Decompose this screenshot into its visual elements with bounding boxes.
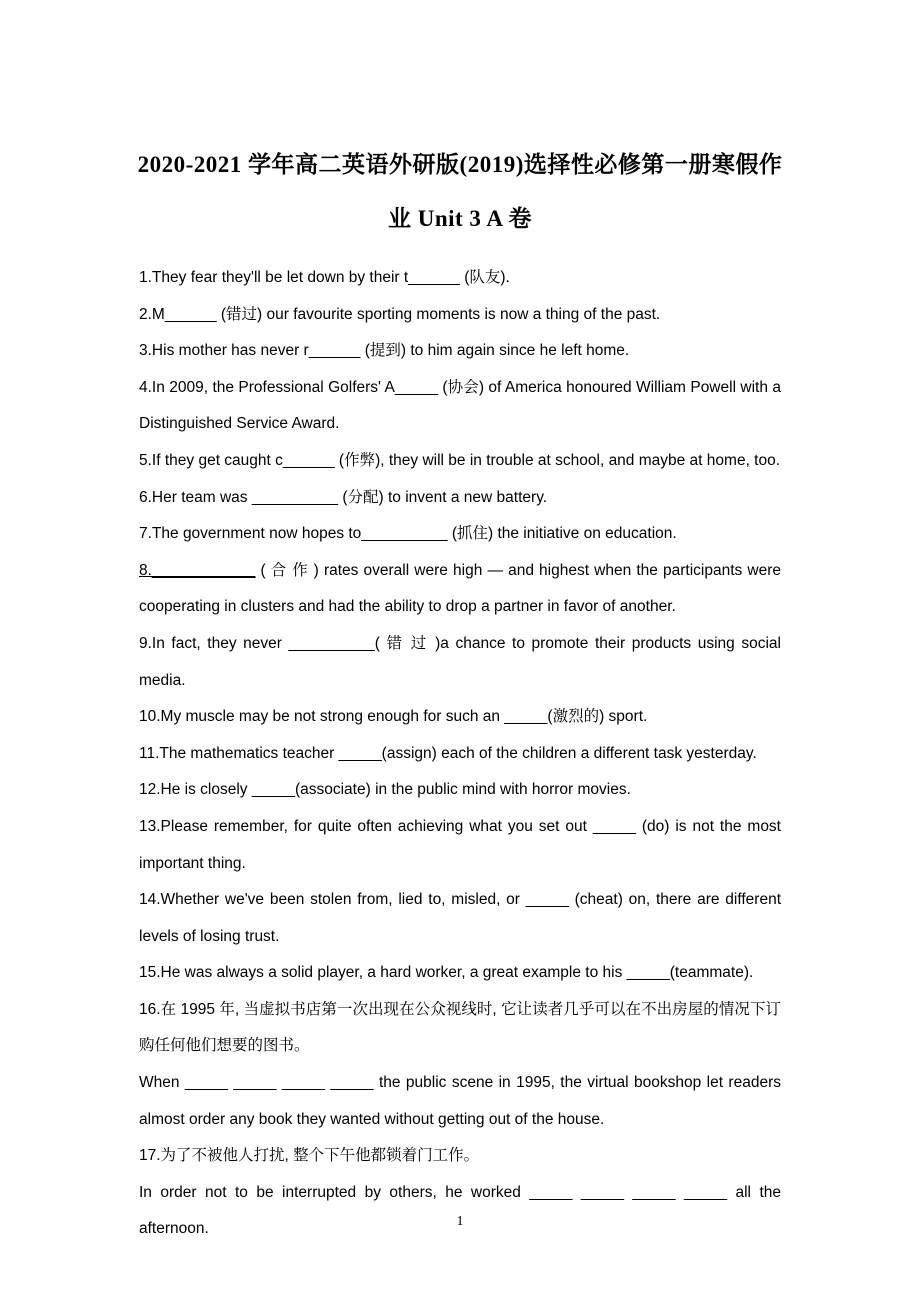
item-8: 8.____________ ( 合 作 ) rates overall were high — and highest when the participants were cooperating in clusters and had the ability to drop a partner in favor of another. xyxy=(139,561,781,616)
page-title-line-1: 2020-2021 学年高二英语外研版(2019)选择性必修第一册寒假作 xyxy=(137,152,783,177)
item-7: 7.The government now hopes to__________ (抓住) the initiative on education. xyxy=(139,525,677,543)
item-6: 6.Her team was __________ (分配) to invent a new battery. xyxy=(139,488,548,506)
item-4: 4.In 2009, the Professional Golfers' A_____ (协会) of America honoured William Powell with a Distinguished Service Award. xyxy=(139,378,781,433)
item-12: 12.He is closely _____(associate) in the public mind with horror movies. xyxy=(139,781,631,799)
item-11: 11.The mathematics teacher _____(assign) each of the children a different task yesterday. xyxy=(139,744,757,762)
item-16-cn: 16.在 1995 年, 当虚拟书店第一次出现在公众视线时, 它让读者几乎可以在不出房屋的情况下订购任何他们想要的图书。 xyxy=(139,1000,781,1055)
item-17-en: In order not to be interrupted by others, he worked _____ _____ _____ _____ all the afternoon. xyxy=(139,1183,781,1238)
item-3: 3.His mother has never r______ (提到) to him again since he left home. xyxy=(139,342,630,360)
exercise-list xyxy=(139,260,781,1248)
page-title xyxy=(100,138,820,246)
item-1: 1.They fear they'll be let down by their t______ (队友). xyxy=(139,269,510,286)
page-title-line-2: 业 Unit 3 A 卷 xyxy=(387,206,533,231)
item-16-en: When _____ _____ _____ _____ the public scene in 1995, the virtual bookshop let readers almost order any book they wanted without getting out of the house. xyxy=(139,1074,781,1128)
underlined-blank: 8.____________ xyxy=(139,561,256,579)
item-9: 9.In fact, they never __________( 错 过 )a chance to promote their products using social media. xyxy=(139,634,781,689)
item-15: 15.He was always a solid player, a hard worker, a great example to his _____(teammate). xyxy=(139,964,754,982)
item-14: 14.Whether we've been stolen from, lied to, misled, or _____ (cheat) on, there are different levels of losing trust. xyxy=(139,891,781,945)
item-2: 2.M______ (错过) our favourite sporting moments is now a thing of the past. xyxy=(139,305,661,323)
page-number: 1 xyxy=(456,1214,464,1229)
item-5: 5.If they get caught c______ (作弊), they will be in trouble at school, and maybe at home, too. xyxy=(139,451,781,469)
item-10: 10.My muscle may be not strong enough for such an _____(激烈的) sport. xyxy=(139,708,648,726)
item-13: 13.Please remember, for quite often achieving what you set out _____ (do) is not the most important thing. xyxy=(139,817,781,872)
item-17-cn: 17.为了不被他人打扰, 整个下午他都锁着门工作。 xyxy=(139,1147,480,1165)
